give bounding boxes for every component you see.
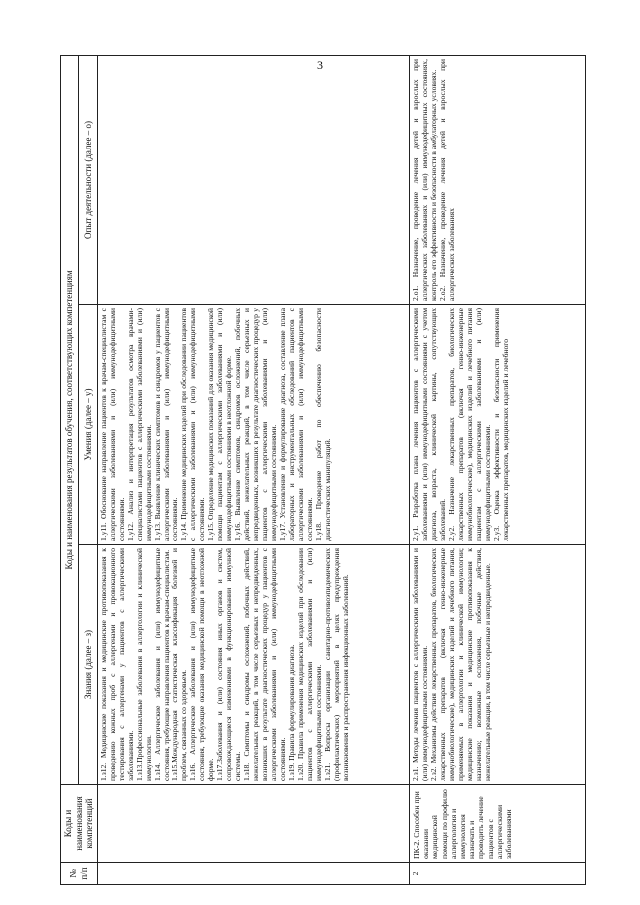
- competency-table: [60, 55, 586, 885]
- experience-item: 2.о1. Назначение, проведение лечения детей и взрослых при аллергических заболеваниях и (или) иммунодефицитных состояниях, контроль его эффективности и безопасности в амбулаторных условиях.: [411, 59, 438, 301]
- table-row: [97, 56, 409, 885]
- knowledge-item: 1.з21. Вопросы организации санитарно-противоэпидемических (профилактических) мероприятий в целях предупреждения возникновения и распространения инфекционных заболеваний.: [322, 548, 350, 781]
- row2-skills: [410, 305, 586, 545]
- knowledge-item: 1.з13.Профессиональные заболевания в аллергологии и клинической иммунологии.: [134, 548, 153, 781]
- skill-item: 1.у11. Обоснование направление пациентов к врачам-специалистам с аллергическими заболеваниями и (или) иммунодефицитными состояниями.: [98, 308, 126, 541]
- knowledge-item: 1.з15.Международная статистическая классификация болезней и проблем, связанных со здоровьем.: [170, 548, 189, 781]
- row1-competency: [97, 785, 409, 863]
- knowledge-item: 1.з12. Медицинские показания и медицинские противопоказания к проведению кожных проб с аллергенами и провокационного тестирования с аллергенами у пациентов с аллергическими заболеваниями.: [98, 548, 135, 781]
- skill-item: 1.у14. Применение медицинских изделий при обследовании пациентов с аллергическими заболеваниями и (или) иммунодефицитными состояниями.: [179, 308, 207, 541]
- knowledge-item: 1.з20. Правила применения медицинских изделий при обследовании пациентов с аллергическими заболеваниями и (или) иммунодефицитными состояниями.: [295, 548, 323, 781]
- table-row: [410, 56, 586, 885]
- knowledge-item: 2.з1. Методы лечения пациентов с аллергическими заболеваниями и (или) иммунодефицитными состояниями.: [411, 548, 429, 781]
- header-results: Коды и наименования результатов обучения, соответствующих компетенциям: [61, 56, 79, 785]
- skill-item: 1.у18. Проведение работ по обеспечению безопасности диагностических манипуляций.: [313, 308, 332, 541]
- row1-number: [97, 863, 409, 885]
- row2-competency: ПК-2. Способен при оказании медицинской помощи по профилю аллергология и иммунология назначать и проводить лечение пациентов с аллергическими заболеваниями: [410, 785, 586, 863]
- row1-experience: [97, 56, 409, 305]
- header-competency: Коды и наименования компетенций: [61, 785, 98, 863]
- knowledge-item: 2.з2. Механизмы действия лекарственных препаратов, биологических лекарственных препаратов (включая генно-инженерные иммунобиологические), медицинских изделий и лечебного питания, применяемых в аллергологии и клинической иммунологии; медицинские показания и медицинские противопоказания к назначению; возможные осложнения, побочные действия, нежелательные реакции, в том числе серьезные и непредвиденные.: [428, 548, 492, 781]
- skill-item: 2.у1. Разработка плана лечения пациентов с аллергическими заболеваниями и (или) иммунодефицитными состояниями с учетом диагноза, возраста, клинической картины, сопутствующих заболеваний.: [411, 308, 447, 541]
- row1-knowledge: [97, 545, 409, 785]
- row1-skills: [97, 305, 409, 545]
- knowledge-item: 1.з14. Аллергические заболевания и (или) иммунодефицитные состояния, требующие направления пациентов к врачам-специалистам.: [152, 548, 171, 781]
- skill-item: 1.у12. Анализ и интерпретация результатов осмотра врачами-специалистами пациентов с аллергическими заболеваниями и (или) иммунодефицитными состояниями.: [125, 308, 153, 541]
- knowledge-item: 1.з17.Заболевания и (или) состояния иных органов и систем, сопровождающиеся изменениями в функционировании иммунной системы.: [215, 548, 243, 781]
- knowledge-item: 1.з19. Правила формулирования диагноза.: [286, 644, 296, 781]
- header-knowledge: Знания (далее – з): [79, 545, 97, 785]
- experience-item: 2.о2. Назначение, проведение лечения детей и взрослых при аллергических заболеваниях: [437, 59, 456, 301]
- header-skills: Умения (далее – у): [79, 305, 97, 545]
- row2-number: 2: [410, 863, 586, 885]
- header-experience: Опыт деятельности (далее – о): [79, 56, 97, 305]
- skill-item: 2.у3. Оценка эффективности и безопасности применения лекарственных препаратов, медицинских изделий и лечебного: [491, 308, 510, 541]
- row2-knowledge: [410, 545, 586, 785]
- row2-experience: [410, 56, 586, 305]
- page-number: 3: [317, 58, 323, 72]
- skill-item: 2.у2. Назначение лекарственных препаратов, биологических лекарственных препаратов (включая генно-инженерные иммунобиологические), медицинских изделий и лечебного питания пациентам с аллергическими заболеваниями и (или) иммунодефицитными состояниями.: [446, 308, 492, 541]
- skill-item: 1.у15. Определение медицинских показаний для оказания медицинской помощи пациентам с аллергическими заболеваниями и (или) иммунодефицитными состояниями в неотложной форме.: [206, 308, 234, 541]
- knowledge-item: 1.з18. Симптомы и синдромы осложнений, побочных действий, нежелательных реакций, в том числе серьезных и непредвиденных, возникших в результате диагностических процедур у пациентов с аллергическими заболеваниями и (или) иммунодефицитными состояниями.: [242, 548, 287, 781]
- skill-item: 1.у17. Установление и формулирование диагноза, составление плана лабораторных и инструментальных обследований пациентов с аллергическими заболеваниями и (или) иммунодефицитными состояниями.: [277, 308, 314, 541]
- header-number: № п/п: [61, 863, 98, 885]
- skill-item: 1.у16. Выявление симптомов, синдромов осложнений, побочных действий, нежелательных реакций, в том числе серьезных и непредвиденных, возникших в результате диагностических процедур у пациентов с аллергическими заболеваниями и (или) иммунодефицитными состояниями.: [233, 308, 278, 541]
- rotated-table-container: [60, 55, 580, 885]
- knowledge-item: 1.з16. Аллергические заболевания и (или) иммунодефицитные состояния, требующие оказания медицинской помощи в неотложной форме.: [188, 548, 216, 781]
- skill-item: 1.у13. Выявление клинических симптомов и синдромов у пациентов с аллергическими заболеваниями и (или) иммунодефицитными состояниями.: [152, 308, 180, 541]
